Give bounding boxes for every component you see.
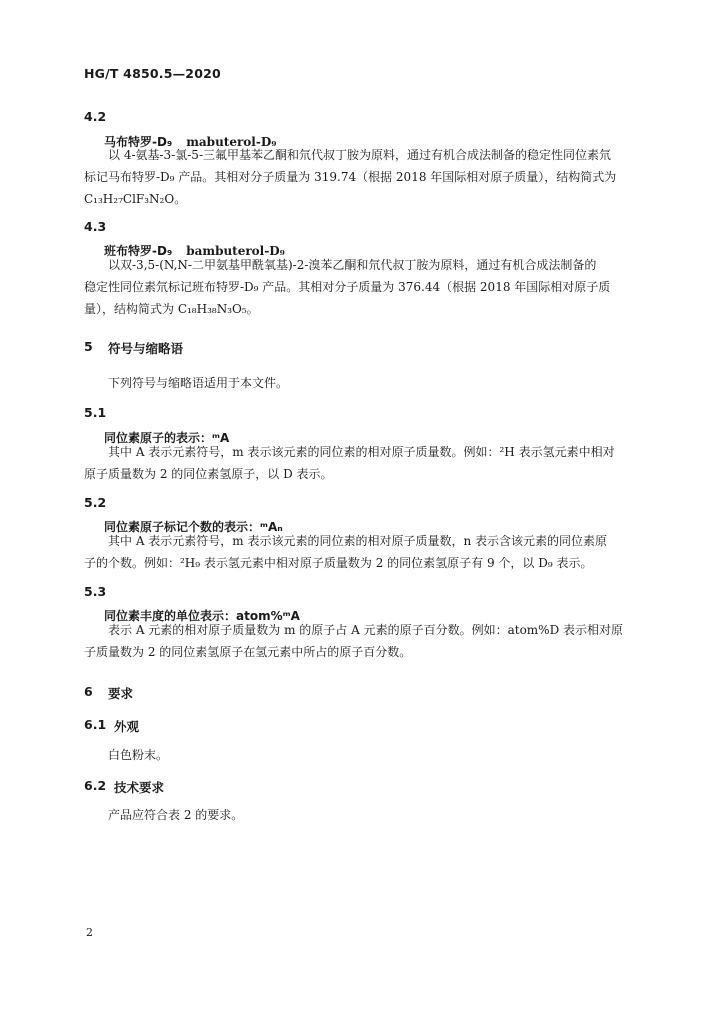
clause-title-6: 要求	[108, 686, 134, 701]
clause-title-5-1: 同位素原子的表示：ᵐA	[104, 431, 230, 445]
clause-number-4-2: 4.2	[84, 109, 107, 124]
title-cn: 班布特罗-D₉	[104, 244, 173, 258]
paragraph-4-3	[84, 254, 646, 320]
text-line: 稳定性同位素氘标记班布特罗-D₉ 产品。其相对分子质量为 376.44（根据 2018 年国际相对原子质	[84, 280, 611, 294]
text-line: C₁₃H₂₇ClF₃N₂O。	[84, 192, 187, 206]
text-line: 产品应符合表 2 的要求。	[108, 808, 244, 822]
clause-number-5: 5	[84, 339, 93, 354]
clause-title-6-2: 技术要求	[114, 780, 165, 795]
text-line: 其中 A 表示元素符号，m 表示该元素的同位素的相对原子质量数。例如：²H 表示氢元素中相对	[108, 445, 615, 459]
page-number: 2	[86, 926, 93, 939]
paragraph-5	[84, 372, 646, 394]
paragraph-6-1	[84, 744, 646, 766]
text-line: 标记马布特罗-D₉ 产品。其相对分子质量为 319.74（根据 2018 年国际相对原子质量），结构简式为	[84, 170, 617, 184]
text-line: 量），结构简式为 C₁₈H₃₈N₃O₅。	[84, 302, 259, 316]
paragraph-5-2	[84, 530, 646, 574]
paragraph-5-3	[84, 619, 646, 663]
text-line: 白色粉末。	[108, 748, 169, 762]
clause-number-5-3: 5.3	[84, 584, 107, 599]
text-line: 下列符号与缩略语适用于本文件。	[108, 376, 289, 390]
clause-title-6-1: 外观	[114, 719, 140, 734]
clause-title-5: 符号与缩略语	[108, 341, 184, 356]
clause-number-6-1: 6.1	[84, 717, 107, 732]
title-en: bambuterol-D₉	[186, 244, 285, 258]
clause-number-6-2: 6.2	[84, 778, 107, 793]
clause-number-6: 6	[84, 684, 93, 699]
clause-title-5-2: 同位素原子标记个数的表示：ᵐAₙ	[104, 520, 283, 534]
standard-code: HG/T 4850.5—2020	[84, 66, 221, 81]
text-line: 以双-3,5-(N,N-二甲氨基甲酰氧基)-2-溴苯乙酮和氘代叔丁胺为原料，通过有机合成法制备的	[108, 258, 597, 272]
text-line: 其中 A 表示元素符号，m 表示该元素的同位素的相对原子质量数，n 表示含该元素的同位素原	[108, 534, 608, 548]
paragraph-6-2	[84, 804, 646, 826]
text-line: 以 4-氨基-3-氯-5-三氟甲基苯乙酮和氘代叔丁胺为原料，通过有机合成法制备的稳定性同位素氘	[108, 148, 611, 162]
clause-number-4-3: 4.3	[84, 219, 107, 234]
text-line: 子的个数。例如：²H₉ 表示氢元素中相对原子质量数为 2 的同位素氢原子有 9 个，以 D₉ 表示。	[84, 556, 593, 570]
clause-title-5-3: 同位素丰度的单位表示：atom%ᵐA	[104, 609, 300, 623]
text-line: 表示 A 元素的相对原子质量数为 m 的原子占 A 元素的原子百分数。例如：atom%D 表示相对原	[108, 623, 624, 637]
text-line: 子质量数为 2 的同位素氢原子在氢元素中所占的原子百分数。	[84, 645, 412, 659]
text-line: 原子质量数为 2 的同位素氢原子，以 D 表示。	[84, 467, 333, 481]
title-en: mabuterol-D₉	[186, 135, 277, 149]
paragraph-4-2	[84, 144, 646, 210]
paragraph-5-1	[84, 441, 646, 485]
clause-number-5-1: 5.1	[84, 405, 107, 420]
clause-number-5-2: 5.2	[84, 495, 107, 510]
title-cn: 马布特罗-D₉	[104, 135, 173, 149]
